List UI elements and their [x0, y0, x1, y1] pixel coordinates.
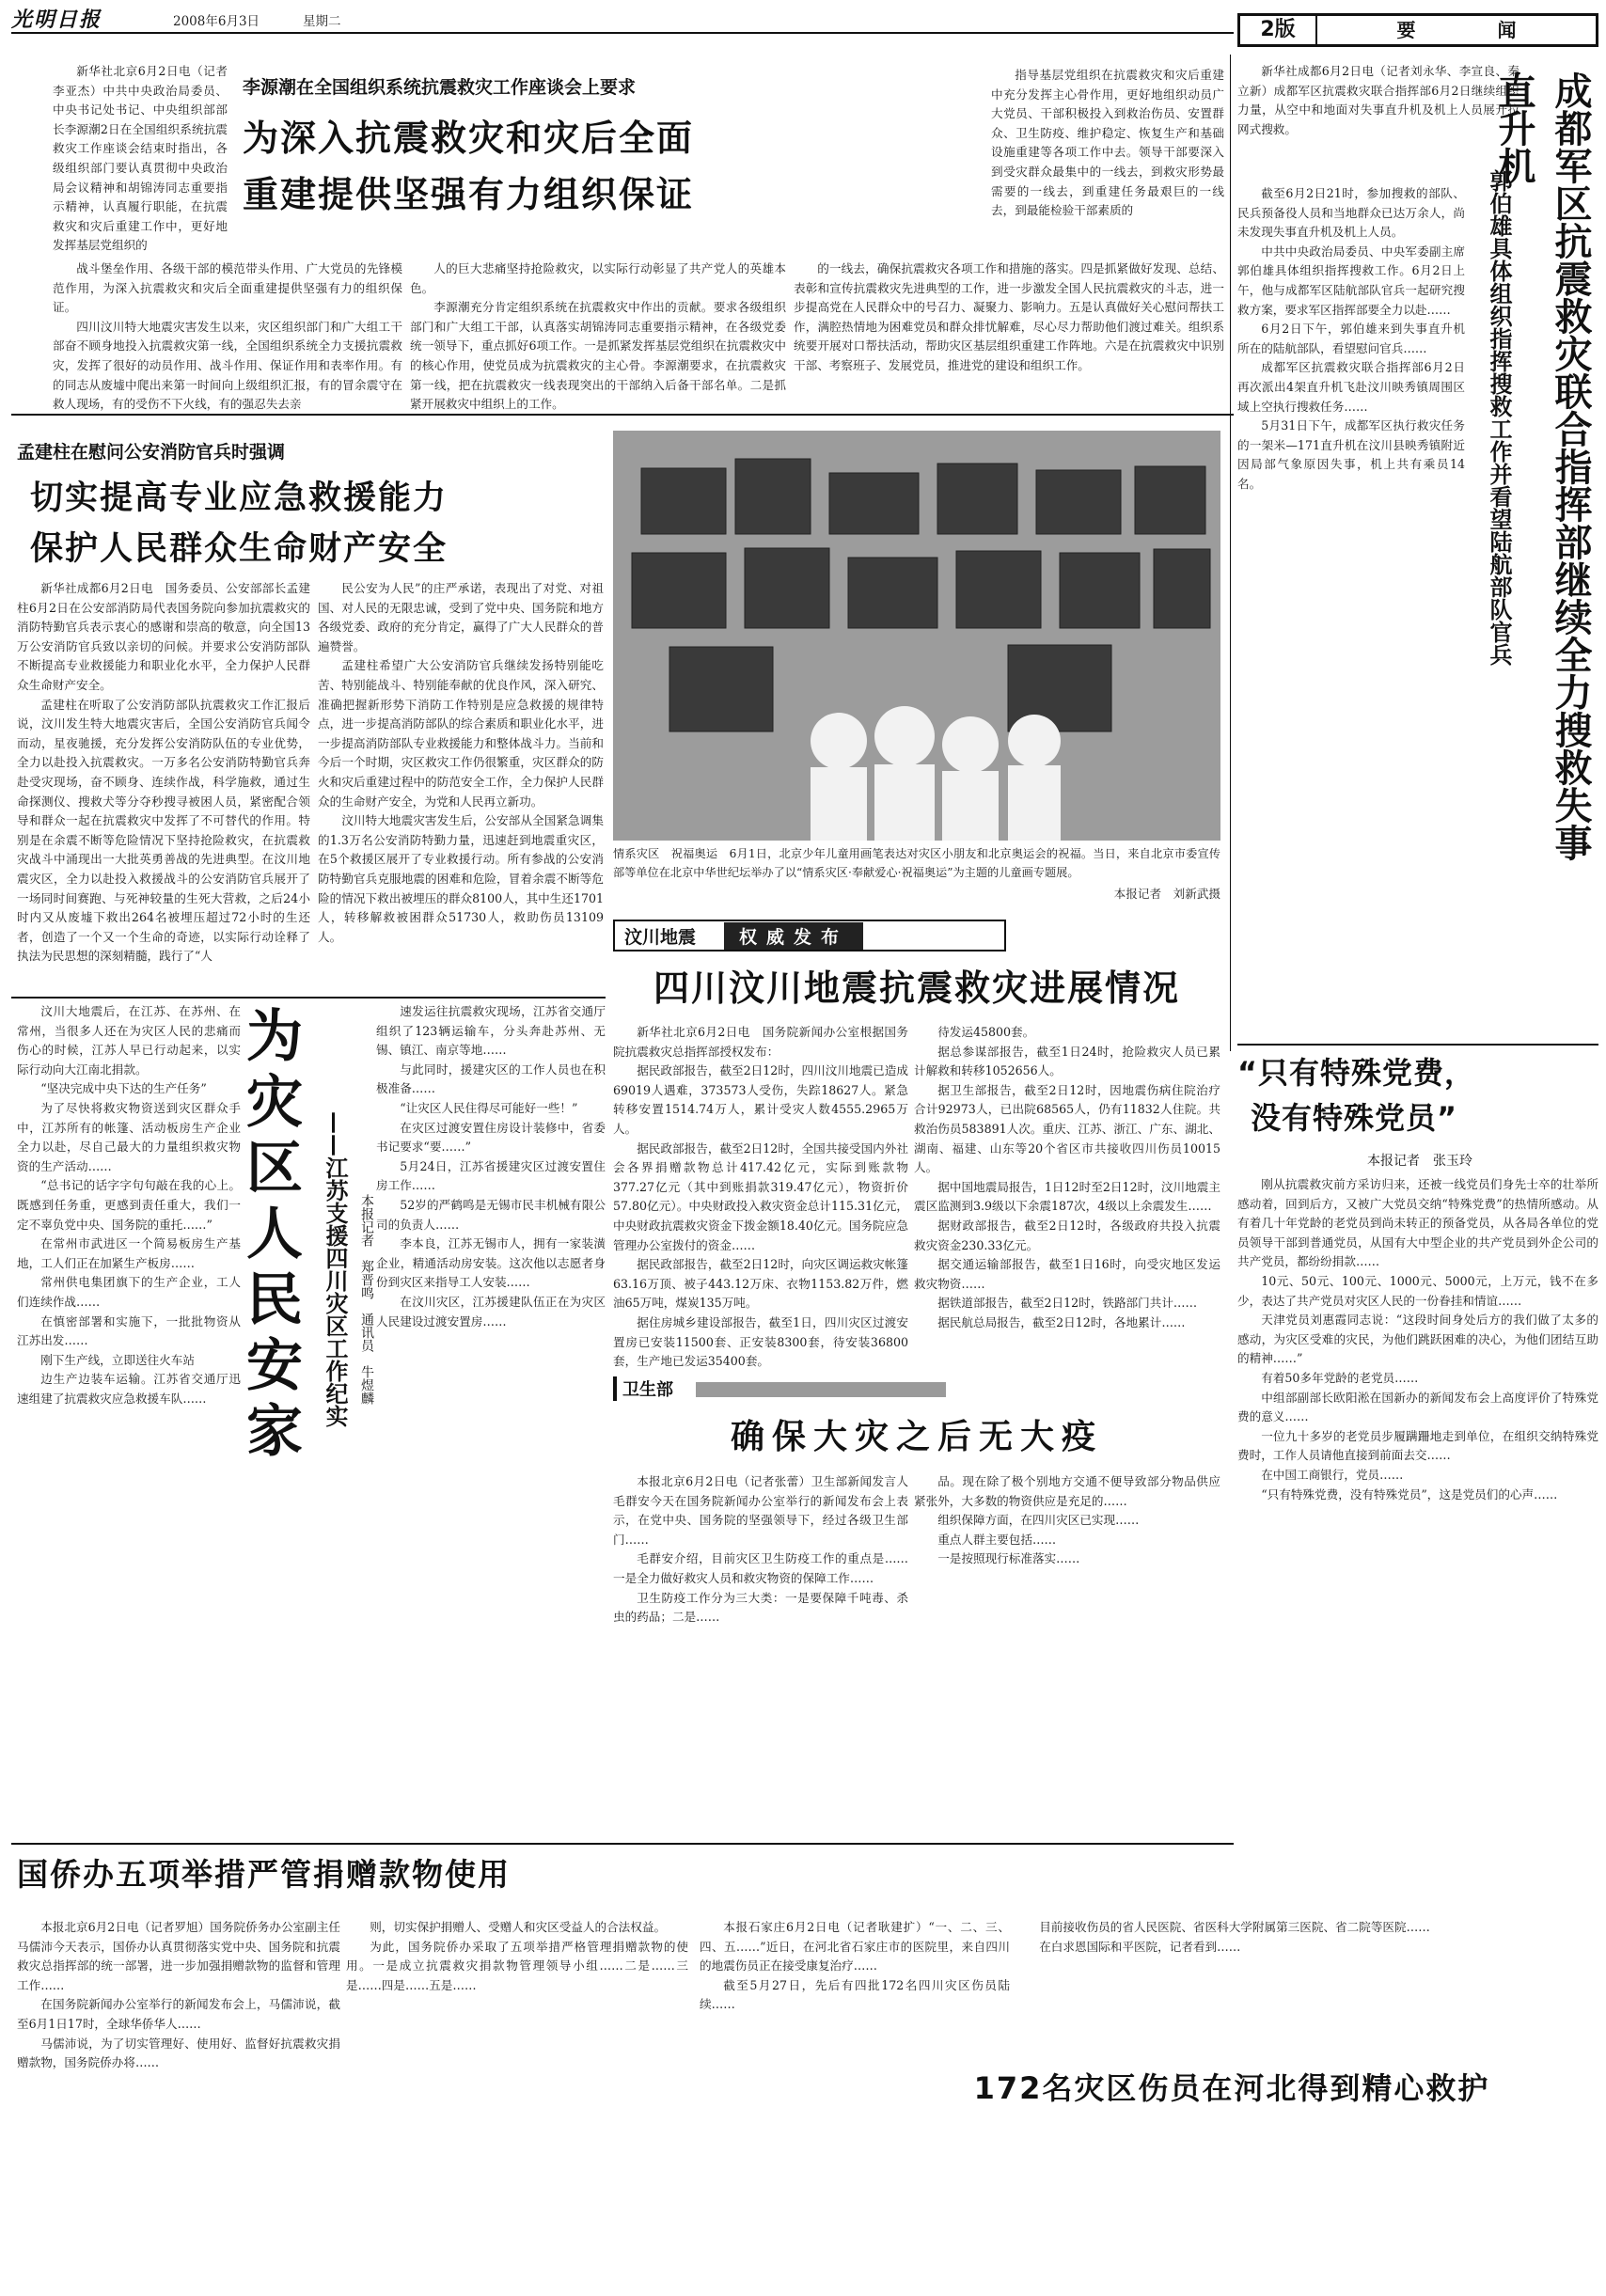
paragraph: 成都军区抗震救灾联合指挥部6月2日再次派出4架直升机飞赴汶川映秀镇周围区域上空执行搜救任务…… [1237, 360, 1465, 414]
article-column [1016, 1918, 1578, 2059]
paragraph: 据民政部报告，截至2日12时，四川汶川地震已造成69019人遇难，373573人受伤，失踪18627人。紧急转移安置1514.74万人，累计受灾人数4555.2965万人。 [613, 1063, 908, 1136]
article-column [376, 1002, 606, 1839]
paragraph: 则，切实保护捐赠人、受赠人和灾区受益人的合法权益。 [370, 1920, 667, 1934]
article-column [1237, 184, 1465, 1030]
paragraph: 本报石家庄6月2日电（记者耿建扩）“一、二、三、四、五……”近日，在河北省石家庄市的医院里，来自四川的地震伤员正在接受康复治疗…… [700, 1920, 1010, 1974]
paragraph: 据民政部报告，截至2日12时，全国共接受国内外社会各界捐赠款物总计417.42亿元，实际到账款物377.27亿元（其中到账捐款319.47亿元），物资折价57.80亿元）。中央财政投入救灾资金总计115.31亿元，中央财政抗震救灾资金下拨金额18.40亿元。国务院应急管理办公室拨付的资金…… [613, 1140, 908, 1252]
article-title-line2: 重建提供坚强有力组织保证 [243, 174, 695, 215]
paragraph: 据交通运输部报告，截至1日16时，向受灾地区发运救灾物资…… [914, 1257, 1220, 1291]
section-rule [1237, 1044, 1598, 1046]
article-title-line2: 保护人民群众生命财产安全 [30, 530, 449, 568]
newspaper-logo: 光明日报 [11, 8, 102, 32]
article-byline: 本报记者 张玉玲 [1367, 1154, 1472, 1169]
article-title: 确保大灾之后无大疫 [730, 1418, 1103, 1456]
label-text: 汶川地震 [624, 926, 697, 948]
issue-weekday: 星期二 [303, 14, 341, 29]
photo-credit: 本报记者 刘新武摄 [1113, 887, 1220, 901]
article-column [1237, 1175, 1598, 1909]
label-bar [696, 1382, 946, 1397]
paragraph: 在灾区过渡安置住房设计装修中，省委书记要求“要……” [376, 1120, 606, 1155]
article-title: 国侨办五项举措严管捐赠款物使用 [17, 1856, 511, 1893]
paragraph: 重点人群主要包括…… [937, 1532, 1057, 1547]
section-rule [11, 1843, 1234, 1845]
photo-caption: 情系灾区 祝福奥运 6月1日，北京少年儿童用画笔表达对灾区小朋友和北京奥运会的祝福。当日，来自北京市委宣传部等单位在北京中华世纪坛举办了以“情系灾区·奉献爱心·祝福奥运”为主题的儿童画专题展。 [613, 847, 1220, 879]
paragraph: 据民航总局报告，截至2日12时，各地累计…… [937, 1314, 1186, 1329]
article-subtitle-vertical: 郭伯雄具体组织指挥搜救工作并看望陆航部队官兵 [1486, 169, 1512, 666]
article-title-vertical: 为灾区人民安家 [237, 1006, 303, 1467]
paragraph: 本报北京6月2日电（记者罗旭）国务院侨务办公室副主任马儒沛今天表示，国侨办认真贯彻落实党中央、国务院和抗震救灾总指挥部的统一部署，进一步加强捐赠款物的监督和管理工作…… [17, 1920, 340, 1992]
paragraph: 常州供电集团旗下的生产企业，工人们连续作战…… [17, 1275, 241, 1309]
label-badge: 权威发布 [724, 922, 863, 950]
article-title: 172名灾区伤员在河北得到精心救护 [973, 2070, 1490, 2106]
article-column [17, 1918, 340, 2285]
paragraph: 战斗堡垒作用、各级干部的模范带头作用、广大党员的先锋模范作用，为深入抗震救灾和灾后全面重建提供坚强有力的组织保证。 [53, 261, 402, 315]
paragraph: 中组部副部长欧阳淞在国新办的新闻发布会上高度评价了特殊党费的意义…… [1237, 1390, 1598, 1424]
article-title-line1: 切实提高专业应急救援能力 [30, 480, 449, 517]
paragraph: 人的巨大悲痛坚持抢险救灾，以实际行动彰显了共产党人的英雄本色。 [410, 261, 786, 295]
section-rule [11, 414, 1234, 416]
column-divider [1230, 55, 1231, 1051]
article-title-line1: 为深入抗震救灾和灾后全面 [243, 118, 695, 159]
paragraph: 卫生防疫工作分为三大类：一是要保障千吨毒、杀虫的药品；二是…… [613, 1590, 908, 1625]
photo-illustration [613, 431, 1220, 841]
article-title-line2: 没有特殊党员” [1251, 1100, 1458, 1136]
paragraph: 刚从抗震救灾前方采访归来，还被一线党员们身先士卒的壮举所感动着，回到后方，又被广大党员交纳“特殊党费”的热情所感动。从有着几十年党龄的老党员到尚未转正的预备党员，从各局各单位的党员领导干部到普通党员，从国有大中型企业的共产党员到外企公司的共产党员，都纷纷捐款…… [1237, 1177, 1598, 1269]
paragraph: 与此同时，援建灾区的工作人员也在积极准备…… [376, 1062, 606, 1096]
paragraph: 边生产边装车运输。江苏省交通厅迅速组建了抗震救灾应急救援车队…… [17, 1372, 241, 1406]
article-lead: 新华社北京6月2日电（记者李亚杰）中共中央政治局委员、中央书记处书记、中央组织部部长李源潮2日在全国组织系统抗震救灾工作座谈会结束时指出，各级组织部门要认真贯彻中央政治局会议精神和胡锦涛同志重要指示精神，认真履行职能，在抗震救灾和灾后重建工作中，更好地发挥基层党组织的 [53, 64, 228, 253]
paragraph: “只有特殊党费，没有特殊党员”，这是党员们的心声…… [1261, 1486, 1558, 1502]
paragraph: 新华社北京6月2日电 国务院新闻办公室根据国务院抗震救灾总指挥部授权发布： [613, 1025, 908, 1059]
paragraph: 截至6月2日21时，参加搜救的部队、民兵预备役人员和当地群众已达万余人，尚未发现失事直升机及机上人员。 [1237, 186, 1465, 240]
paragraph: 据住房城乡建设部报告，截至1日，四川灾区过渡安置房已安装11500套、正安装8300套，待安装36800套，生产地已发运35400套。 [613, 1314, 908, 1369]
paragraph: 汶川特大地震灾害发生后，公安部从全国紧急调集的1.3万名公安消防特勤力量，迅速赶到地震重灾区，在5个救援区展开了专业救援行动。所有参战的公安消防特勤官兵克服地震的困难和危险，冒着余震不断等危险的情况下救出被埋压的群众8100人，其中生还1701人，转移解救被困群众51730人，救助伤员13109人。 [318, 813, 604, 944]
article-column: 的一线去，确保抗震救灾各项工作和措施的落实。四是抓紧做好发现、总结、表彰和宣传抗震救灾先进典型的工作，进一步激发全国人民抗震救灾的斗志，进一步提高党在人民群众中的号召力、凝聚力、影响力。五是认真做好关心慰问帮扶工作，满腔热情地为困难党员和群众排忧解难，尽心尽力帮助他们渡过难关。组织系统要开展对口帮扶活动，帮助灾区基层组织重建工作阵地。六是在抗震救灾中识别干部、考察班子、发展党员，推进党的建设和组织工作。 [794, 261, 1224, 372]
paragraph: 在慎密部署和实施下，一批批物资从江苏出发…… [17, 1313, 241, 1348]
article-column [318, 579, 604, 993]
paragraph: “让灾区人民住得尽可能好一些！” [400, 1100, 578, 1115]
paragraph: 6月2日下午，郭伯雄来到失事直升机所在的陆航部队，看望慰问官兵…… [1237, 322, 1465, 355]
article-column [53, 259, 402, 412]
paragraph: 在常州市武进区一个简易板房生产基地，工人们正在加紧生产板房…… [17, 1236, 241, 1270]
paragraph: 本报北京6月2日电（记者张蕾）卫生部新闻发言人毛群安今天在国务院新闻办公室举行的新闻发布会上表示，在党中央、国务院的坚强领导下，经过各级卫生部门…… [613, 1474, 908, 1547]
paragraph: 组织保障方面，在四川灾区已实现…… [937, 1513, 1140, 1528]
column-label: 卫生部 [613, 1376, 726, 1401]
paragraph: 待发运45800套。 [937, 1025, 1035, 1039]
paragraph: “总书记的话字字句句敲在我的心上。既感到任务重，更感到责任重大，我们一定不辜负党中央、国务院的重托……” [17, 1178, 241, 1232]
page-badge [1237, 13, 1598, 47]
article-column [17, 1002, 241, 1839]
paragraph: 孟建柱在听取了公安消防部队抗震救灾工作汇报后说，汶川发生特大地震灾害后，全国公安消防官兵闻令而动，星夜驰援，充分发挥公安消防队伍的专业优势，全力以赴投入抗震救灾。一万多名公安消防特勤官兵奔赴受灾现场，奋不顾身、连续作战，科学施救，通过生命探测仪、搜救犬等分夺秒搜寻被困人员，紧密配合领导和群众一起在抗震救灾中发挥了不可替代的作用。特别是在余震不断等危险情况下坚持抢险救灾，在抗震救灾战斗中涌现出一大批英勇善战的先进典型。在汶川地震灾区，全力以赴投入救援战斗的公安消防官兵展开了一场同时间赛跑、与死神较量的生死大营救，之后24小时内又从废墟下救出264名被埋压超过72小时的生还者，创造了一个又一个生命的奇迹，以实际行动诠释了执法为民思想的深刻精髓，践行了“人 [17, 697, 310, 964]
paragraph: 截至5月27日，先后有四批172名四川灾区伤员陆续…… [700, 1977, 1010, 2012]
paragraph: 李源潮充分肯定组织系统在抗震救灾中作出的贡献。要求各级组织部门和广大组工干部，认真落实胡锦涛同志重要指示精神，在各级党委统一领导下，重点抓好6项工作。一是抓紧发挥基层党组织在抗震救灾中的核心作用，使党员成为抗震救灾的主心骨。李源潮要求，在抗震救灾第一线，把在抗震救灾一线表现突出的干部纳入后备干部名单。二是抓紧开展救灾中组织上的工作。 [410, 300, 786, 412]
paragraph: 李本良，江苏无锡市人，拥有一家装潢企业，精通活动房安装。这次他以志愿者身份到灾区来指导工人安装…… [376, 1236, 606, 1290]
news-photo [613, 431, 1220, 841]
paragraph: 在中国工商银行，党员…… [1261, 1467, 1404, 1482]
article-pretitle: 孟建柱在慰问公安消防官兵时强调 [17, 442, 286, 463]
paragraph: 据民政部报告，截至2日12时，向灾区调运救灾帐篷63.16万顶、被子443.12万床、衣物1153.82万件，燃油65万吨，煤炭135万吨。 [613, 1257, 908, 1311]
article-title-line1: “只有特殊党费， [1237, 1055, 1476, 1091]
paragraph: 据总参谋部报告，截至1日24时，抢险救灾人员已累计解救和转移1052656人。 [914, 1044, 1220, 1078]
paragraph: 中共中央政治局委员、中央军委副主席郭伯雄具体组织指挥搜救工作。6月2日上午，他与成都军区陆航部队官兵一起研究搜救方案，要求军区指挥部要全力以赴…… [1237, 244, 1465, 317]
paragraph: 据卫生部报告，截至2日12时，因地震伤病住院治疗合计92973人，已出院68565人，仍有11832人住院。共救治伤员583891人次。重庆、江苏、浙江、广东、湖北、湖南、福建、山东等20个省区市共接收四川伤员10015人。 [914, 1082, 1220, 1175]
paragraph: 目前接收伤员的省人民医院、省医科大学附属第三医院、省二院等医院…… [1039, 1920, 1430, 1934]
paragraph: 民公安为人民”的庄严承诺，表现出了对党、对祖国、对人民的无限忠诚，受到了党中央、国务院和地方各级党委、政府的充分肯定，赢得了广大人民群众的普遍赞誉。 [318, 581, 604, 653]
article-column [914, 1023, 1220, 1367]
paragraph: 天津党员刘惠霞同志说：“这段时间身处后方的我们做了太多的感动，为灾区受难的灾民，为他们跳跃困难的决心，为他们团结互助的精神……” [1237, 1313, 1598, 1366]
article-subtitle-vertical: ——江苏支援四川灾区工作纪实 [322, 1111, 348, 1427]
paragraph: 一是按照现行标准落实…… [937, 1551, 1080, 1566]
paragraph: 毛群安介绍，目前灾区卫生防疫工作的重点是……一是全力做好救灾人员和救灾物资的保障工作…… [613, 1551, 908, 1585]
page-number: 2版 [1240, 16, 1317, 44]
paragraph: 5月24日，江苏省援建灾区过渡安置住房工作…… [376, 1158, 606, 1193]
paragraph: 10元、50元、100元、1000元、5000元，上万元，钱不在多少，表达了共产党员对灾区人民的一份眷挂和情谊…… [1237, 1273, 1598, 1308]
paragraph: 孟建柱希望广大公安消防官兵继续发扬特别能吃苦、特别能战斗、特别能奉献的优良作风，深入研究、准确把握新形势下消防工作特别是应急救援的规律特点，进一步提高消防部队的综合素质和职业化水平，进一步提高消防部队专业救援能力和整体战斗力。当前和今后一个时期，灾区救灾工作仍很繁重，灾区群众的防火和灾后重建过程中的防范安全工作，全力保护人民群众的生命财产安全，为党和人民再立新功。 [318, 658, 604, 809]
article-title-vertical: 成都军区抗震救灾联合指挥部继续全力搜救失事直升机 [1492, 71, 1592, 861]
article-column [410, 259, 786, 412]
article-column [17, 579, 310, 993]
article-column [346, 1918, 688, 2285]
column-label [613, 920, 1006, 951]
paragraph: 一位九十多岁的老党员步履蹒跚地走到单位，在组织交纳特殊党费时，工作人员请他直接到前面去交…… [1237, 1428, 1598, 1463]
article-column: 指导基层党组织在抗震救灾和灾后重建中充分发挥主心骨作用，更好地组织动员广大党员、干部积极投入到救治伤员、安置群众、卫生防疫、维护稳定、恢复生产和基础设施重建等各项工作中去。领导干部要深入到受灾群众最集中的一线去，到救灾形势最需要的一线去，到重建任务最艰巨的一线去，到最能检验干部素质的 [991, 68, 1224, 218]
article-pretitle: 李源潮在全国组织系统抗震救灾工作座谈会上要求 [243, 77, 637, 98]
paragraph: 据中国地震局报告，1日12时至2日12时，汶川地震主震区监测到3.9级以下余震187次，4级以上余震发生…… [914, 1179, 1220, 1214]
paragraph: 刚下生产线，立即送往火车站 [40, 1352, 195, 1367]
paragraph: 为了尽快将救灾物资送到灾区群众手中，江苏所有的帐篷、活动板房生产企业全力以赴，尽自己最大的力量组织救灾物资的生产活动…… [17, 1100, 241, 1173]
masthead-rule [11, 32, 1234, 34]
paragraph: 在汶川灾区，江苏援建队伍正在为灾区人民建设过渡安置房…… [376, 1294, 606, 1329]
paragraph: 据铁道部报告，截至2日12时，铁路部门共计…… [937, 1296, 1198, 1311]
paragraph: 品。现在除了极个别地方交通不便导致部分物品供应紧张外，大多数的物资供应是充足的…… [914, 1474, 1220, 1508]
paragraph: 在白求恩国际和平医院，记者看到…… [1039, 1939, 1241, 1954]
article-byline-vertical: 本报记者 郑晋鸣 通讯员 牛煜麟 [359, 1194, 374, 1405]
section-name: 要 闻 [1396, 19, 1554, 41]
paragraph: 新华社成都6月2日电 国务委员、公安部部长孟建柱6月2日在公安部消防局代表国务院向参加抗震救灾的消防特勤官兵表示衷心的感谢和崇高的敬意，向全国13万公安消防官兵致以亲切的问候。并要求公安消防部队不断提高专业救援能力和职业化水平，全力保护人民群众生命财产安全。 [17, 581, 310, 692]
paragraph: “坚决完成中央下达的生产任务” [40, 1081, 207, 1096]
article-column [914, 1472, 1220, 1826]
paragraph: 汶川大地震后，在江苏、在苏州、在常州，当很多人还在为灾区人民的悲痛而伤心的时候，江苏人早已行动起来，以实际行动向大江南北捐款。 [17, 1004, 241, 1077]
paragraph: 四川汶川特大地震灾害发生以来，灾区组织部门和广大组工干部奋不顾身地投入抗震救灾第一线，全国组织系统全力支援抗震救灾，发挥了很好的动员作用、战斗作用、保证作用和表率作用。有的同志从废墟中爬出来第一时间向上级组织汇报，有的冒余震守在救人现场，有的受伤不下火线，有的强忍失去亲 [53, 319, 402, 412]
paragraph: 52岁的严鹤鸣是无锡市民丰机械有限公司的负责人…… [376, 1197, 606, 1232]
issue-date: 2008年6月3日 [173, 14, 260, 29]
section-rule [11, 997, 606, 999]
article-lead: 新华社成都6月2日电（记者刘永华、李宣良、秦立新）成都军区抗震救灾联合指挥部6月2日继续组织力量，从空中和地面对失事直升机及机上人员展开拉网式搜救。 [1237, 64, 1519, 136]
paragraph: 为此，国务院侨办采取了五项举措严格管理捐赠款物的使用。一是成立抗震救灾捐款物管理领导小组……二是……三是……四是……五是…… [346, 1939, 688, 1992]
paragraph: 据财政部报告，截至2日12时，各级政府共投入抗震救灾资金230.33亿元。 [914, 1218, 1220, 1252]
paragraph: 速发运往抗震救灾现场，江苏省交通厅组织了123辆运输车，分头奔赴苏州、无锡、镇江、南京等地…… [376, 1004, 606, 1058]
article-column [613, 1023, 908, 1367]
article-column [613, 1472, 908, 1826]
paragraph: 马儒沛说，为了切实管理好、使用好、监督好抗震救灾捐赠款物，国务院侨办将…… [17, 2036, 340, 2070]
article-title: 四川汶川地震抗震救灾进展情况 [653, 967, 1180, 1009]
paragraph: 5月31日下午，成都军区执行救灾任务的一架米—171直升机在汶川县映秀镇附近因局部气象原因失事，机上共有乘员14名。 [1237, 418, 1465, 491]
paragraph: 在国务院新闻办公室举行的新闻发布会上，马儒沛说，截至6月1日17时，全球华侨华人…… [17, 1997, 340, 2031]
paragraph: 有着50多年党龄的老党员…… [1261, 1370, 1419, 1385]
